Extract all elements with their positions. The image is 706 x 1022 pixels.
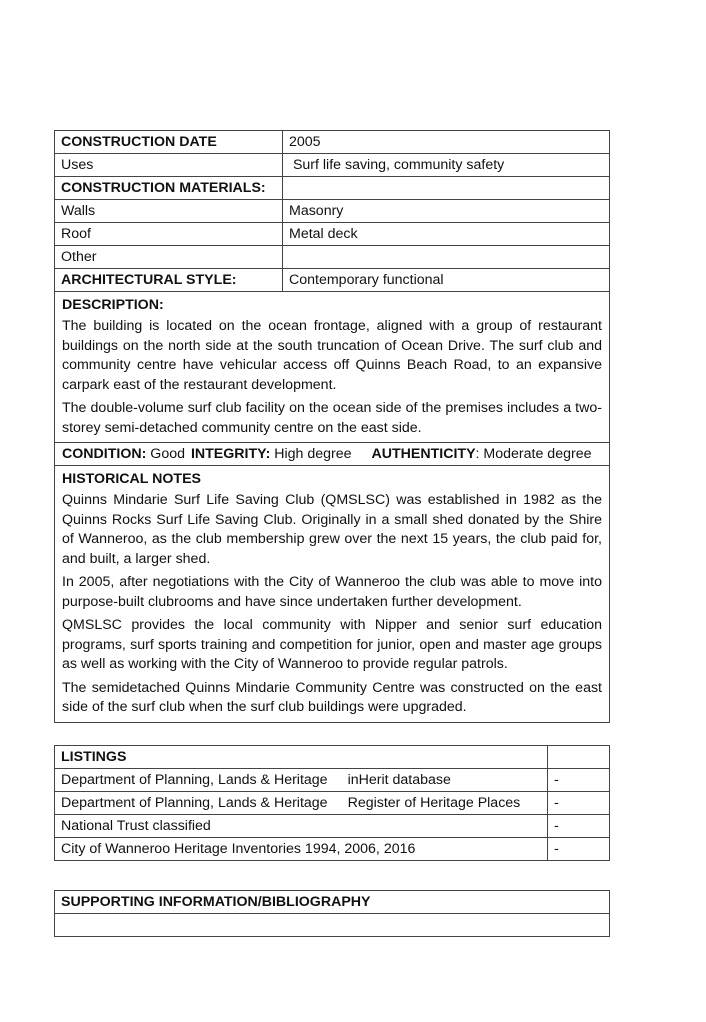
walls-value: Masonry [283, 200, 610, 223]
description-heading: DESCRIPTION: [62, 297, 164, 313]
listing-detail: Register of Heritage Places [347, 795, 521, 811]
authenticity-value: : Moderate degree [475, 446, 592, 462]
table-row [55, 131, 610, 154]
historical-paragraph: QMSLSC provides the local community with Nipper and senior surf education programs, surf sports training and competition for junior, open and master age groups as well as working with the City of Wanneroo to provide regular patrols. [62, 617, 602, 672]
listing-value: - [548, 815, 610, 838]
table-row [55, 223, 610, 246]
table-row [55, 154, 610, 177]
description-paragraph: The double-volume surf club facility on the ocean side of the premises includes a two-storey semi-detached community centre on the east side. [62, 400, 602, 436]
listing-detail: inHerit database [347, 772, 451, 788]
condition-label: CONDITION: [62, 446, 147, 462]
historical-paragraph: In 2005, after negotiations with the City of Wanneroo the club was able to move into purpose-built clubrooms and have since undertaken further development. [62, 574, 602, 610]
bibliography-heading: SUPPORTING INFORMATION/BIBLIOGRAPHY [55, 891, 610, 914]
walls-label: Walls [55, 200, 283, 223]
table-row [55, 200, 610, 223]
table-row [55, 815, 610, 838]
historical-notes-row [55, 466, 610, 723]
table-row [55, 746, 610, 769]
integrity-value: High degree [270, 446, 352, 462]
listings-table [54, 745, 610, 861]
architectural-style-value: Contemporary functional [283, 269, 610, 292]
table-row [55, 891, 610, 914]
listing-source: National Trust classified [55, 815, 548, 838]
other-value [283, 246, 610, 269]
roof-value: Metal deck [283, 223, 610, 246]
table-row [55, 838, 610, 861]
integrity-label: INTEGRITY: [190, 446, 271, 462]
historical-paragraph: The semidetached Quinns Mindarie Community Centre was constructed on the east side of the surf club when the surf club buildings were upgraded. [62, 679, 602, 715]
uses-value: Surf life saving, community safety [283, 154, 610, 177]
description-paragraph: The building is located on the ocean frontage, aligned with a group of restaurant buildings on the north side at the south truncation of Ocean Drive. The surf club and community centre have vehicular access off Quinns Beach Road, to an expansive carpark east of the restaurant development. [62, 318, 602, 393]
listing-value: - [548, 769, 610, 792]
table-row [55, 769, 610, 792]
table-row [55, 269, 610, 292]
table-row [55, 246, 610, 269]
uses-label: Uses [55, 154, 283, 177]
listing-value: - [548, 792, 610, 815]
construction-materials-label: CONSTRUCTION MATERIALS: [55, 177, 283, 200]
bibliography-content [55, 914, 610, 937]
historical-paragraph: Quinns Mindarie Surf Life Saving Club (QMSLSC) was established in 1982 as the Quinns Rocks Surf Life Saving Club. Originally in a small shed donated by the Shire of Wanneroo, as the club membership grew over the next 15 years, the club paid for, and built, a larger shed. [62, 492, 602, 567]
historical-notes-section [55, 466, 610, 723]
construction-date-label: CONSTRUCTION DATE [55, 131, 283, 154]
historical-notes-heading: HISTORICAL NOTES [62, 471, 201, 487]
condition-value: Good [146, 446, 185, 462]
condition-section [55, 443, 610, 466]
roof-label: Roof [55, 223, 283, 246]
table-row [55, 914, 610, 937]
architectural-style-label: ARCHITECTURAL STYLE: [55, 269, 283, 292]
place-details-table [54, 130, 610, 723]
construction-materials-value [283, 177, 610, 200]
condition-row [55, 443, 610, 466]
construction-date-value: 2005 [283, 131, 610, 154]
listing-source: Department of Planning, Lands & Heritage Register of Heritage Places [55, 792, 548, 815]
listings-heading: LISTINGS [55, 746, 548, 769]
bibliography-table [54, 890, 610, 937]
table-row [55, 792, 610, 815]
listings-heading-value [548, 746, 610, 769]
table-row [55, 177, 610, 200]
description-section [55, 292, 610, 443]
listing-source: Department of Planning, Lands & Heritage inHerit database [55, 769, 548, 792]
listing-value: - [548, 838, 610, 861]
authenticity-label: AUTHENTICITY [371, 446, 476, 462]
other-label: Other [55, 246, 283, 269]
listing-source: City of Wanneroo Heritage Inventories 1994, 2006, 2016 [55, 838, 548, 861]
description-row [55, 292, 610, 443]
